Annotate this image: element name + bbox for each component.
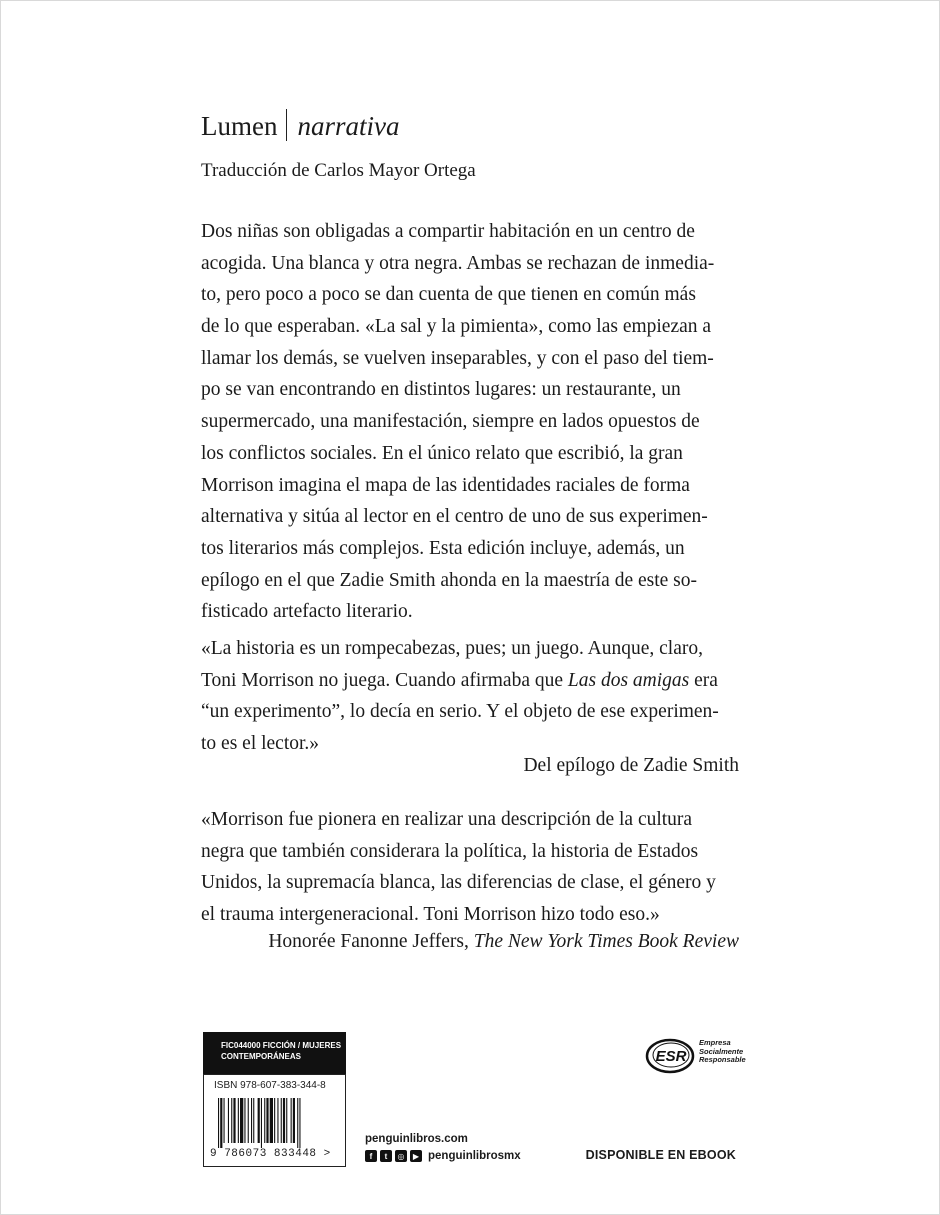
barcode-bar — [248, 1098, 249, 1143]
barcode-bar — [266, 1098, 268, 1143]
synopsis-line: de lo que esperaban. «La sal y la pimienta», como las empiezan a — [201, 316, 712, 338]
barcode-bar — [233, 1098, 235, 1143]
barcode-bar — [299, 1098, 300, 1148]
bisac-line: FIC044000 FICCIÓN / MUJERES — [221, 1041, 342, 1050]
synopsis-line: llamar los demás, se vuelven inseparables, y con el paso del tiem- — [201, 347, 714, 369]
barcode-bar — [240, 1098, 243, 1143]
twitter-icon[interactable]: t — [380, 1150, 392, 1162]
esr-line: Socialmente — [699, 1046, 744, 1056]
youtube-icon[interactable]: ▶ — [410, 1150, 422, 1162]
review-quote — [201, 804, 746, 930]
bisac-label — [203, 1032, 346, 1074]
review-attribution — [268, 926, 739, 957]
quote-text: era — [689, 669, 718, 691]
social-handle[interactable]: penguinlibrosmx — [428, 1150, 521, 1162]
synopsis-line: supermercado, una manifestación, siempre en lados opuestos de — [201, 411, 700, 433]
barcode-bar — [224, 1098, 225, 1143]
translator-credit: Traducción de Carlos Mayor Ortega — [201, 160, 476, 181]
epilogue-attribution: Del epílogo de Zadie Smith — [523, 755, 739, 776]
quote-line: el trauma intergeneracional. Toni Morrison hizo todo eso.» — [201, 903, 660, 925]
synopsis-line: Dos niñas son obligadas a compartir habitación en un centro de — [201, 221, 695, 242]
barcode-bar — [293, 1098, 295, 1143]
ebook-notice: DISPONIBLE EN EBOOK — [585, 1148, 736, 1162]
barcode-bar — [251, 1098, 252, 1143]
esr-logo-text: ESR — [655, 1048, 687, 1065]
publisher-name: Lumen — [201, 111, 278, 141]
synopsis — [201, 216, 746, 628]
barcode-bar — [264, 1098, 265, 1143]
barcode-bar — [220, 1098, 222, 1148]
barcode-bar — [283, 1098, 285, 1143]
synopsis-line: to, pero poco a poco se dan cuenta de que tienen en común más — [201, 284, 696, 306]
epilogue-quote — [201, 633, 746, 759]
barcode-bar — [261, 1098, 262, 1148]
barcode-bar — [258, 1098, 260, 1143]
reviewer-name: Honorée Fanonne Jeffers, — [268, 931, 474, 952]
synopsis-line: alternativa y sitúa al lector en el centro de uno de sus experimen- — [201, 506, 708, 528]
barcode-bar — [270, 1098, 273, 1143]
review-source: The New York Times Book Review — [473, 931, 739, 952]
esr-line: Responsable — [699, 1055, 746, 1064]
synopsis-line: po se van encontrando en distintos lugares: un restaurante, un — [201, 379, 681, 401]
instagram-icon[interactable]: ◎ — [395, 1150, 407, 1162]
esr-logo — [644, 1035, 700, 1077]
barcode-bar — [238, 1098, 239, 1143]
quote-line: to es el lector.» — [201, 732, 320, 754]
barcode-bar — [231, 1098, 232, 1143]
quote-line: “un experimento”, lo decía en serio. Y el objeto de ese experimen- — [201, 701, 719, 722]
synopsis-line: Morrison imagina el mapa de las identidades raciales de forma — [201, 474, 690, 496]
imprint-name: narrativa — [297, 111, 400, 141]
barcode-bar — [228, 1098, 229, 1143]
synopsis-line: acogida. Una blanca y otra negra. Ambas se rechazan de inmedia- — [201, 252, 715, 274]
publisher-brand — [201, 109, 400, 143]
publisher-website[interactable]: penguinlibros.com — [365, 1133, 468, 1145]
barcode-bar — [253, 1098, 254, 1143]
barcode-bar — [286, 1098, 287, 1143]
quote-text: Toni Morrison no juega. Cuando afirmaba que — [201, 669, 568, 691]
quote-line: «Morrison fue pionera en realizar una descripción de la cultura — [201, 809, 693, 830]
barcode-bar — [274, 1098, 275, 1143]
quote-line: «La historia es un rompecabezas, pues; un juego. Aunque, claro, — [201, 638, 703, 659]
esr-caption — [699, 1039, 746, 1065]
barcode-bar — [297, 1098, 298, 1148]
quote-line: negra que también considerara la política, la historia de Estados — [201, 840, 699, 862]
isbn-number: ISBN 978-607-383-344-8 — [214, 1080, 326, 1091]
barcode-bar — [281, 1098, 282, 1143]
quote-line — [201, 665, 746, 697]
synopsis-line: tos literarios más complejos. Esta edición incluye, además, un — [201, 537, 685, 559]
esr-line: Empresa — [699, 1038, 731, 1047]
brand-divider — [286, 109, 287, 141]
barcode-bar — [277, 1098, 278, 1143]
barcode-bar — [218, 1098, 219, 1148]
synopsis-line: los conflictos sociales. En el único relato que escribió, la gran — [201, 442, 683, 464]
barcode-digits: 9 786073 833448 > — [210, 1148, 331, 1160]
synopsis-line: epílogo en el que Zadie Smith ahonda en la maestría de este so- — [201, 569, 698, 591]
social-links — [365, 1150, 521, 1162]
facebook-icon[interactable]: f — [365, 1150, 377, 1162]
quote-line: Unidos, la supremacía blanca, las diferencias de clase, el género y — [201, 872, 716, 893]
book-title: Las dos amigas — [567, 669, 690, 691]
bisac-line: CONTEMPORÁNEAS — [221, 1052, 302, 1061]
barcode-bar — [291, 1098, 292, 1143]
barcode-bar — [244, 1098, 245, 1143]
barcode — [218, 1098, 333, 1148]
synopsis-line: fisticado artefacto literario. — [201, 601, 413, 623]
barcode-box — [203, 1074, 346, 1167]
